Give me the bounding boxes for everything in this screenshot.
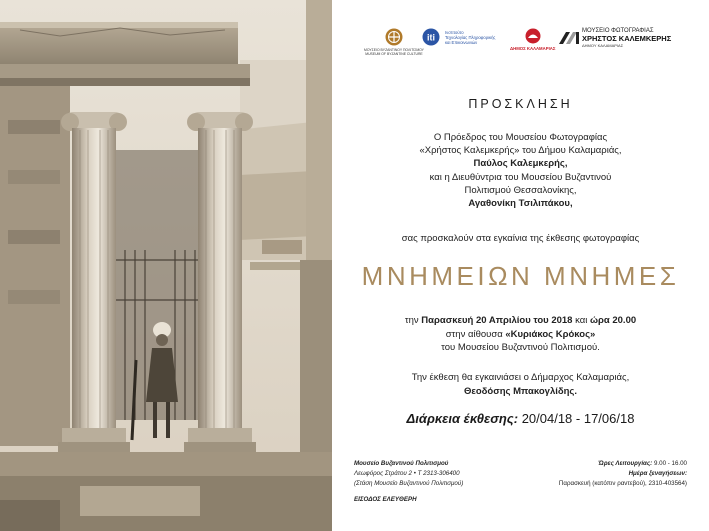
museum-logo-line2: ΧΡΗΣΤΟΣ ΚΑΛΕΜΚΕΡΗΣ bbox=[582, 34, 672, 43]
institute-logo bbox=[422, 28, 495, 46]
opening-line: Την έκθεση θα εγκαινιάσει ο Δήμαρχος Καλαμαριάς, bbox=[411, 372, 630, 383]
tour-value: Παρασκευή (κατόπιν ραντεβού), 2310-403564) bbox=[558, 480, 687, 487]
tour-day-line bbox=[559, 469, 687, 479]
opening-hours-line bbox=[559, 459, 687, 469]
event-hall: «Κυριάκος Κρόκος» bbox=[505, 328, 596, 340]
footer-venue-info bbox=[354, 459, 463, 505]
logo-row bbox=[354, 28, 684, 68]
footer-address: Λεωφόρος Στράτου 2 • Τ 2313-306400 bbox=[354, 470, 460, 477]
dimos-kalamarias-logo bbox=[510, 28, 556, 51]
event-hall-line bbox=[332, 328, 709, 342]
duration-dates: 20/04/18 - 17/06/18 bbox=[521, 411, 635, 426]
date-prefix: την bbox=[404, 315, 422, 326]
invite-line: σας προσκαλούν στα εγκαίνια της έκθεσης φωτογραφίας bbox=[401, 233, 640, 244]
photography-museum-logo bbox=[558, 28, 671, 48]
museum-logo-line3: ΔΗΜΟΥ ΚΑΛΑΜΑΡΙΑΣ bbox=[582, 43, 624, 48]
invitation-heading: ΠΡΟΣΚΛΗΣΗ bbox=[468, 97, 573, 111]
intro-line-1: Ο Πρόεδρος του Μουσείου Φωτογραφίας bbox=[433, 132, 608, 143]
byzantine-emblem-icon bbox=[385, 28, 403, 46]
svg-text:iti: iti bbox=[427, 32, 435, 43]
photo-illustration bbox=[0, 0, 332, 531]
event-venue-line: του Μουσείου Βυζαντινού Πολιτισμού. bbox=[441, 342, 600, 353]
tour-label: Ημέρα ξεναγήσεων: bbox=[628, 470, 687, 477]
institute-logo-text: Ινστιτούτο Τεχνολογίας Πληροφορικής και Επικοινωνιών bbox=[445, 29, 496, 45]
hours-value: 9.00 - 16.00 bbox=[653, 460, 687, 467]
footer-bus-stop: (Στάση Μουσείο Βυζαντινού Πολιτισμού) bbox=[354, 480, 464, 487]
event-date: Παρασκευή 20 Απριλίου του 2018 bbox=[421, 315, 573, 326]
intro-line-5: Πολιτισμού Θεσσαλονίκης, bbox=[464, 184, 577, 196]
hall-prefix: στην αίθουσα bbox=[445, 328, 506, 340]
duration-line bbox=[332, 411, 709, 426]
free-entry-badge: ΕΙΣΟΔΟΣ ΕΛΕΥΘΕΡΗ bbox=[354, 496, 417, 503]
director-name: Αγαθονίκη Τσιλιπάκου, bbox=[468, 198, 573, 210]
intro-line-2: «Χρήστος Καλεμκερής» του Δήμου Καλαμαριάς, bbox=[419, 145, 622, 157]
event-details bbox=[332, 314, 709, 355]
museum-k-mark-icon bbox=[558, 30, 580, 46]
footer-venue-name: Μουσείο Βυζαντινού Πολιτισμού bbox=[354, 460, 449, 467]
dimos-logo-text: ΔΗΜΟΣ ΚΑΛΑΜΑΡΙΑΣ bbox=[510, 46, 556, 51]
byzantine-museum-logo-text: ΜΟΥΣΕΙΟ ΒΥΖΑΝΤΙΝΟΥ ΠΟΛΙΤΙΣΜΟΥ MUSEUM OF BYZANTINE CULTURE bbox=[364, 48, 424, 56]
hours-label: Ώρες Λειτουργίας: bbox=[598, 460, 654, 467]
intro-line-4: και η Διευθύντρια του Μουσείου Βυζαντινού bbox=[429, 171, 612, 183]
exhibition-title: ΜΝΗΜΕΙΩΝ ΜΝΗΜΕΣ bbox=[361, 261, 680, 291]
duration-label: Διάρκεια έκθεσης: bbox=[406, 411, 519, 426]
mayor-name: Θεοδόσης Μπακογλίδης. bbox=[463, 385, 578, 397]
museum-logo-line1: ΜΟΥΣΕΙΟ ΦΩΤΟΓΡΑΦΙΑΣ bbox=[582, 28, 654, 34]
event-time: ώρα 20.00 bbox=[589, 315, 637, 326]
intro-block bbox=[332, 131, 709, 210]
institute-iti-icon bbox=[422, 28, 442, 46]
photo-erechtheion bbox=[0, 0, 332, 531]
opening-block bbox=[332, 371, 709, 398]
event-date-line bbox=[332, 314, 709, 328]
president-name: Παύλος Καλεμκερής, bbox=[473, 158, 568, 170]
footer-hours-info bbox=[559, 459, 687, 489]
dimos-emblem-icon bbox=[524, 28, 542, 44]
date-joiner: και bbox=[572, 315, 590, 326]
